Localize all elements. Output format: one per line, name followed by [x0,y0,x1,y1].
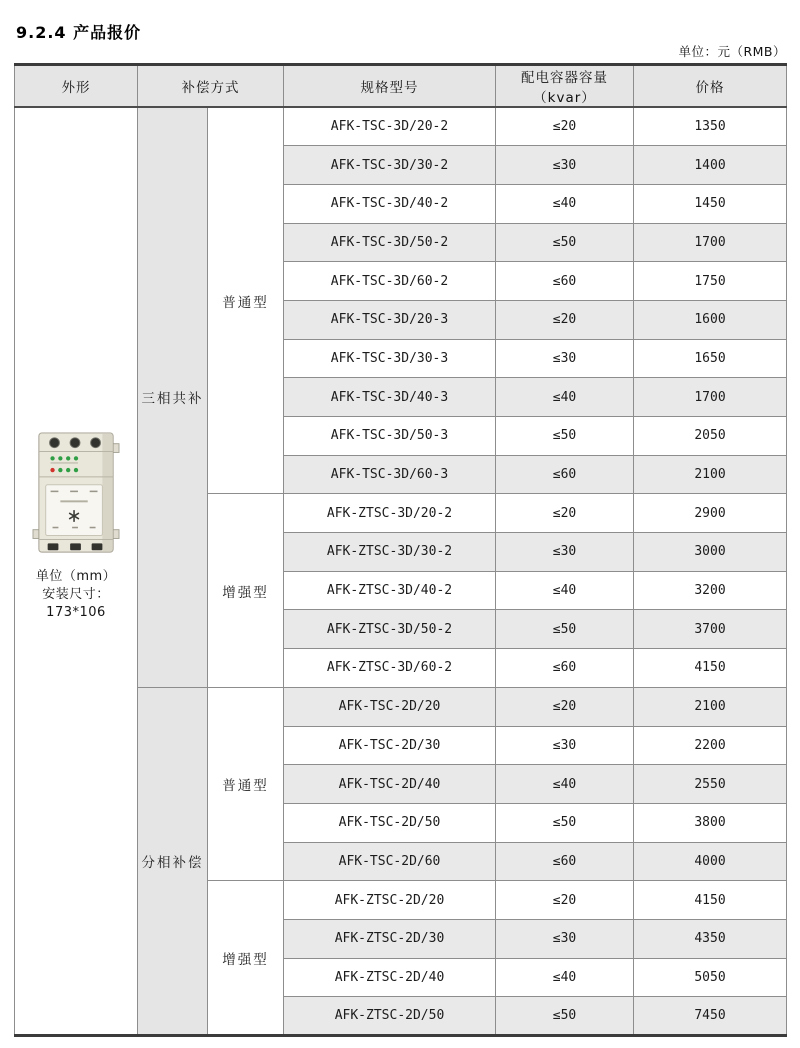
model-cell: AFK-ZTSC-2D/30 [284,919,496,958]
capacity-cell: ≤20 [496,687,634,726]
compensation-type-cell: 普通型 [208,107,284,494]
product-shape-block [15,430,137,622]
capacity-cell: ≤40 [496,958,634,997]
price-cell: 3700 [634,610,787,649]
capacity-cell: ≤20 [496,881,634,920]
model-cell: AFK-ZTSC-3D/60-2 [284,649,496,688]
header-row [15,65,787,108]
shape-cell [15,107,138,1036]
compensation-group-cell: 分相补偿 [138,687,208,1035]
model-cell: AFK-TSC-3D/50-2 [284,223,496,262]
capacity-cell: ≤60 [496,649,634,688]
capacity-cell: ≤50 [496,997,634,1036]
price-cell: 1600 [634,300,787,339]
price-cell: 4350 [634,919,787,958]
compensation-type-cell: 增强型 [208,494,284,687]
price-cell: 1650 [634,339,787,378]
capacity-cell: ≤60 [496,455,634,494]
capacity-cell: ≤30 [496,919,634,958]
header-model: 规格型号 [284,65,496,108]
dim-line-label: 安装尺寸： [42,587,110,602]
dim-line-unit: 单位（mm） [35,569,117,584]
price-cell: 7450 [634,997,787,1036]
page-title: 9.2.4 产品报价 [16,23,142,42]
model-cell: AFK-TSC-2D/40 [284,765,496,804]
capacity-cell: ≤40 [496,765,634,804]
price-cell: 1450 [634,184,787,223]
price-cell: 1700 [634,378,787,417]
header-price: 价格 [634,65,787,108]
capacity-cell: ≤30 [496,726,634,765]
capacity-cell: ≤50 [496,417,634,456]
capacity-cell: ≤40 [496,571,634,610]
model-cell: AFK-ZTSC-3D/50-2 [284,610,496,649]
model-cell: AFK-TSC-3D/30-2 [284,146,496,185]
price-cell: 2200 [634,726,787,765]
header-capacity: 配电容器容量（kvar） [496,65,634,108]
model-cell: AFK-ZTSC-2D/20 [284,881,496,920]
price-cell: 2550 [634,765,787,804]
price-cell: 3000 [634,533,787,572]
capacity-cell: ≤30 [496,533,634,572]
model-cell: AFK-TSC-2D/20 [284,687,496,726]
price-cell: 3200 [634,571,787,610]
capacity-cell: ≤40 [496,378,634,417]
model-cell: AFK-ZTSC-2D/40 [284,958,496,997]
price-cell: 1750 [634,262,787,301]
capacity-cell: ≤20 [496,300,634,339]
price-cell: 2050 [634,417,787,456]
model-cell: AFK-TSC-3D/20-2 [284,107,496,146]
capacity-cell: ≤20 [496,107,634,146]
model-cell: AFK-TSC-2D/30 [284,726,496,765]
model-cell: AFK-TSC-2D/50 [284,803,496,842]
price-cell: 4000 [634,842,787,881]
capacity-cell: ≤50 [496,610,634,649]
model-cell: AFK-TSC-3D/60-2 [284,262,496,301]
compensation-group-cell: 三相共补 [138,107,208,687]
model-cell: AFK-ZTSC-3D/30-2 [284,533,496,572]
dim-line-size: 173*106 [46,605,106,620]
header-compensation: 补偿方式 [138,65,284,108]
capacity-cell: ≤30 [496,146,634,185]
model-cell: AFK-ZTSC-2D/50 [284,997,496,1036]
model-cell: AFK-TSC-3D/60-3 [284,455,496,494]
capacity-cell: ≤30 [496,339,634,378]
model-cell: AFK-ZTSC-3D/20-2 [284,494,496,533]
model-cell: AFK-TSC-3D/50-3 [284,417,496,456]
capacity-cell: ≤60 [496,842,634,881]
price-cell: 3800 [634,803,787,842]
price-cell: 2900 [634,494,787,533]
price-cell: 1400 [634,146,787,185]
price-cell: 4150 [634,881,787,920]
model-cell: AFK-TSC-2D/60 [284,842,496,881]
capacitor-switching-module-photo [31,430,121,559]
price-cell: 2100 [634,687,787,726]
model-cell: AFK-ZTSC-3D/40-2 [284,571,496,610]
capacity-cell: ≤40 [496,184,634,223]
price-cell: 4150 [634,649,787,688]
price-cell: 1700 [634,223,787,262]
capacity-cell: ≤60 [496,262,634,301]
compensation-type-cell: 普通型 [208,687,284,880]
price-cell: 2100 [634,455,787,494]
capacity-cell: ≤50 [496,223,634,262]
product-price-table [14,63,787,1037]
model-cell: AFK-TSC-3D/30-3 [284,339,496,378]
table-row [15,107,787,146]
price-cell: 1350 [634,107,787,146]
price-table-body [15,107,787,1036]
header-shape: 外形 [15,65,138,108]
unit-note: 单位：元（RMB） [678,44,786,59]
price-cell: 5050 [634,958,787,997]
compensation-type-cell: 增强型 [208,881,284,1036]
mounting-dimensions [36,568,116,622]
model-cell: AFK-TSC-3D/40-2 [284,184,496,223]
capacity-cell: ≤50 [496,803,634,842]
model-cell: AFK-TSC-3D/40-3 [284,378,496,417]
capacity-cell: ≤20 [496,494,634,533]
model-cell: AFK-TSC-3D/20-3 [284,300,496,339]
